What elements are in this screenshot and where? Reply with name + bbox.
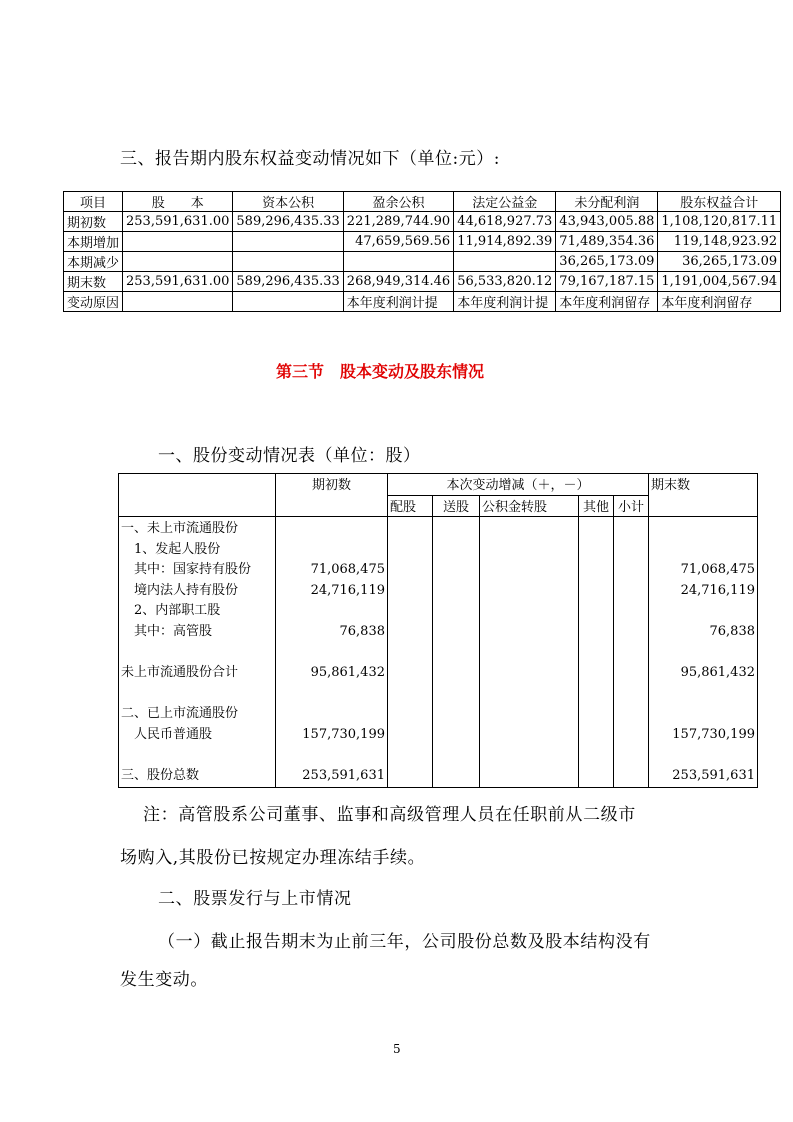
row-label: 本期减少 <box>64 252 123 272</box>
list-item: 2、内部职工股 <box>134 603 221 619</box>
table-cell <box>343 252 453 272</box>
equity-change-table <box>63 191 781 312</box>
value-cell: 253,591,631 <box>302 768 385 784</box>
value-cell: 71,068,475 <box>680 562 755 578</box>
note-line-1: 注：高管股系公司董事、监事和高级管理人员在任职前从二级市 <box>143 805 636 825</box>
table-cell: 43,943,005.88 <box>556 212 658 232</box>
value-cell <box>278 684 385 705</box>
row-label: 期初数 <box>64 212 123 232</box>
list-item: 二、已上市流通股份 <box>121 706 239 722</box>
value-cell: 157,730,199 <box>302 726 385 742</box>
note-line-2: 场购入,其股份已按规定办理冻结手续。 <box>120 848 426 868</box>
table-cell <box>123 252 233 272</box>
table-header-row <box>64 192 781 212</box>
value-cell <box>651 601 755 622</box>
subheader-cell: 公积金转股 <box>480 495 579 517</box>
header-cell-end: 期末数 <box>649 474 758 517</box>
table-cell: 56,533,820.12 <box>454 272 556 292</box>
row-label: 本期增加 <box>64 232 123 252</box>
subheader-cell: 配股 <box>388 495 433 517</box>
table-cell: 11,914,892.39 <box>454 232 556 252</box>
list-item: 境内法人持有股份 <box>134 582 239 598</box>
empty-cell <box>614 517 649 788</box>
empty-cell <box>579 517 614 788</box>
value-cell <box>278 643 385 664</box>
list-item: 人民币普通股 <box>134 726 213 742</box>
header-cell: 股 本 <box>123 192 233 212</box>
value-cell <box>651 519 755 540</box>
paragraph-line-2: 发生变动。 <box>120 970 208 990</box>
table-row <box>64 292 781 312</box>
end-column <box>649 517 758 788</box>
begin-column <box>276 517 388 788</box>
value-cell <box>651 746 755 767</box>
table-cell <box>123 232 233 252</box>
table-cell: 47,659,569.56 <box>343 232 453 252</box>
value-cell: 76,838 <box>709 623 755 639</box>
table-row <box>64 232 781 252</box>
table-body-row <box>119 517 758 788</box>
table-cell: 44,618,927.73 <box>454 212 556 232</box>
table-cell: 36,265,173.09 <box>556 252 658 272</box>
list-item: 其中：高管股 <box>134 623 213 639</box>
subheader-cell: 小计 <box>614 495 649 517</box>
header-cell: 资本公积 <box>233 192 343 212</box>
list-item: 其中：国家持有股份 <box>134 562 252 578</box>
header-cell: 项目 <box>64 192 123 212</box>
header-cell: 盈余公积 <box>343 192 453 212</box>
table-cell: 本年度利润留存 <box>556 292 658 312</box>
items-column <box>119 517 276 788</box>
value-cell: 76,838 <box>339 623 385 639</box>
table-cell: 79,167,187.15 <box>556 272 658 292</box>
section-heading-equity-changes: 三、报告期内股东权益变动情况如下（单位:元）: <box>120 149 500 169</box>
table-cell: 253,591,631.00 <box>123 212 233 232</box>
value-cell: 95,861,432 <box>310 665 385 681</box>
header-cell: 法定公益金 <box>454 192 556 212</box>
table-cell: 221,289,744.90 <box>343 212 453 232</box>
value-cell <box>278 540 385 561</box>
value-cell <box>278 601 385 622</box>
table-header-row <box>119 474 758 496</box>
table-cell: 1,108,120,817.11 <box>658 212 781 232</box>
table-cell <box>123 292 233 312</box>
header-cell-change: 本次变动增减（＋，－） <box>388 474 649 496</box>
table-row <box>64 252 781 272</box>
table-cell: 36,265,173.09 <box>658 252 781 272</box>
value-cell <box>651 684 755 705</box>
list-item <box>121 746 273 767</box>
table-cell: 268,949,314.46 <box>343 272 453 292</box>
header-cell: 未分配利润 <box>556 192 658 212</box>
table-cell <box>233 292 343 312</box>
value-cell <box>651 540 755 561</box>
value-cell: 71,068,475 <box>310 562 385 578</box>
value-cell: 157,730,199 <box>672 726 755 742</box>
value-cell: 24,716,119 <box>680 582 755 598</box>
header-cell: 股东权益合计 <box>658 192 781 212</box>
value-cell <box>651 643 755 664</box>
table-cell <box>233 252 343 272</box>
table-row <box>64 272 781 292</box>
empty-cell <box>433 517 480 788</box>
table-row <box>64 212 781 232</box>
list-item: 三、股份总数 <box>121 768 200 784</box>
subheader-cell: 送股 <box>433 495 480 517</box>
table-cell: 253,591,631.00 <box>123 272 233 292</box>
list-item <box>121 643 273 664</box>
list-item: 一、未上市流通股份 <box>121 521 239 536</box>
table-cell: 589,296,435.33 <box>233 212 343 232</box>
table-cell: 71,489,354.36 <box>556 232 658 252</box>
share-change-table <box>118 473 758 788</box>
table-cell: 本年度利润计提 <box>343 292 453 312</box>
paragraph-line-1: （一）截止报告期末为止前三年，公司股份总数及股本结构没有 <box>158 932 651 952</box>
row-label: 期末数 <box>64 272 123 292</box>
row-label: 变动原因 <box>64 292 123 312</box>
value-cell <box>278 746 385 767</box>
table-cell: 本年度利润计提 <box>454 292 556 312</box>
header-cell-item <box>119 474 276 517</box>
list-item <box>121 684 273 705</box>
value-cell <box>278 519 385 540</box>
value-cell <box>278 704 385 725</box>
table-cell: 589,296,435.33 <box>233 272 343 292</box>
value-cell: 24,716,119 <box>310 582 385 598</box>
section-heading-issuance: 二、股票发行与上市情况 <box>158 889 352 909</box>
table-cell <box>454 252 556 272</box>
empty-cell <box>480 517 579 788</box>
table-cell: 1,191,004,567.94 <box>658 272 781 292</box>
value-cell: 253,591,631 <box>672 768 755 784</box>
table-cell <box>233 232 343 252</box>
value-cell: 95,861,432 <box>680 665 755 681</box>
table-cell: 119,148,923.92 <box>658 232 781 252</box>
list-item: 1、发起人股份 <box>134 541 221 557</box>
chapter-title: 第三节 股本变动及股东情况 <box>276 362 485 381</box>
header-cell-begin: 期初数 <box>276 474 388 517</box>
table-cell: 本年度利润留存 <box>658 292 781 312</box>
section-heading-share-changes: 一、股份变动情况表（单位：股） <box>158 446 421 466</box>
value-cell <box>651 704 755 725</box>
empty-cell <box>388 517 433 788</box>
subheader-cell: 其他 <box>579 495 614 517</box>
list-item: 未上市流通股份合计 <box>121 665 239 681</box>
page-number: 5 <box>393 1042 401 1056</box>
